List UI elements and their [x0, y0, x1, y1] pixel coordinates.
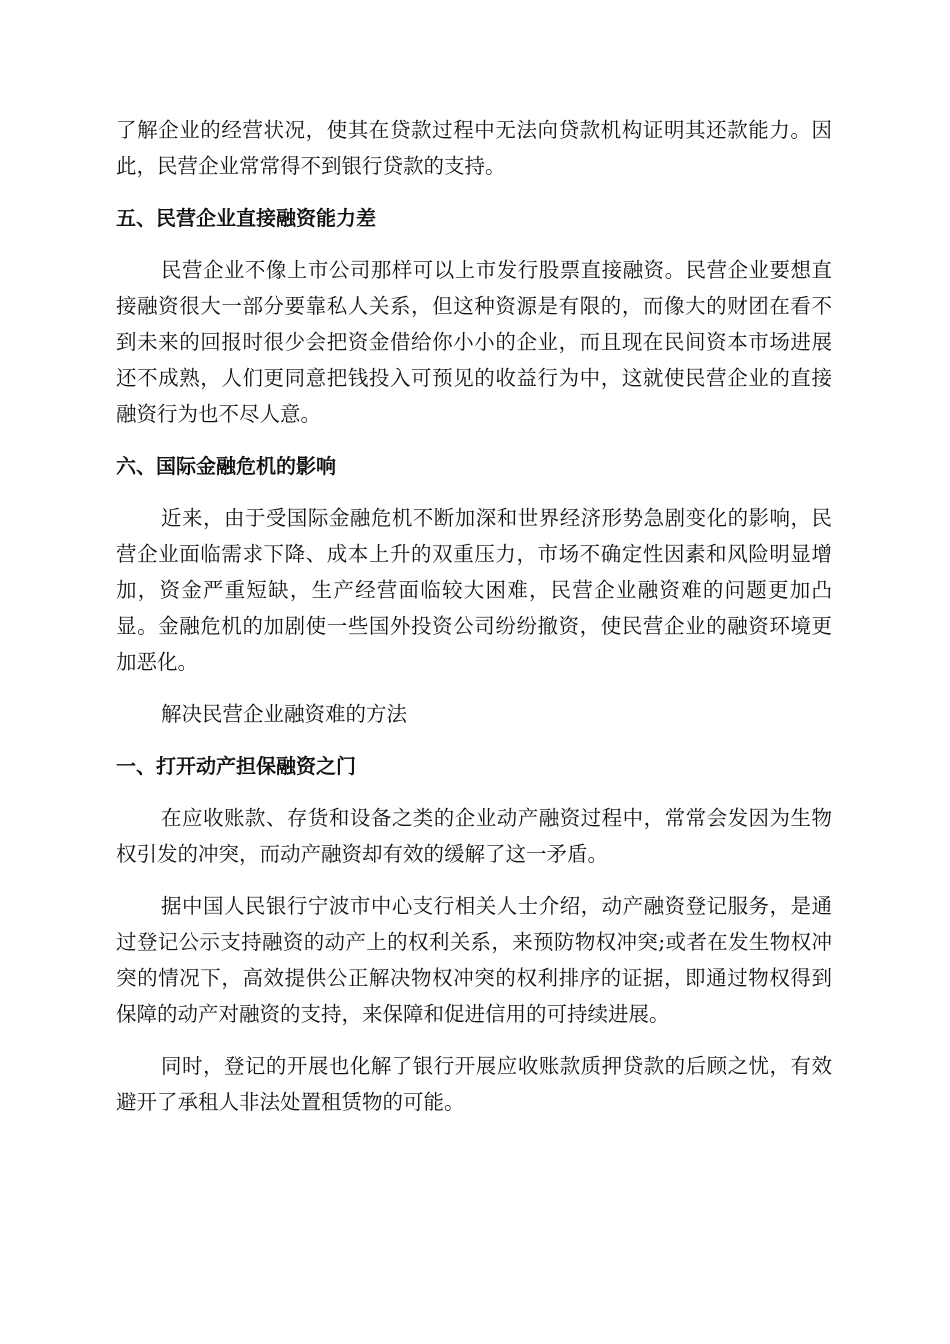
paragraph-financial-crisis: 近来，由于受国际金融危机不断加深和世界经济形势急剧变化的影响，民营企业面临需求下降、成本上升的双重压力，市场不确定性因素和风险明显增加，资金严重短缺，生产经营面临较大困难，民营企业融资难的问题更加凸显。金融危机的加剧使一些国外投资公司纷纷撤资，使民营企业的融资环境更加恶化。: [116, 506, 832, 674]
paragraph-continuation: 了解企业的经营状况，使其在贷款过程中无法向贷款机构证明其还款能力。因此，民营企业常常得不到银行贷款的支持。: [116, 118, 832, 178]
section-heading-5: 五、民营企业直接融资能力差: [116, 206, 376, 230]
paragraph-direct-financing: 民营企业不像上市公司那样可以上市发行股票直接融资。民营企业要想直接融资很大一部分要靠私人关系，但这种资源是有限的，而像大的财团在看不到未来的回报时很少会把资金借给你小小的企业，而且现在民间资本市场进展还不成熟，人们更同意把钱投入可预见的收益行为中，这就使民营企业的直接融资行为也不尽人意。: [116, 258, 832, 426]
paragraph-pboc-ningbo: 据中国人民银行宁波市中心支行相关人士介绍，动产融资登记服务，是通过登记公示支持融资的动产上的权利关系，来预防物权冲突;或者在发生物权冲突的情况下，高效提供公正解决物权冲突的权利排序的证据，即通过物权得到保障的动产对融资的支持，来保障和促进信用的可持续进展。: [116, 894, 832, 1026]
document-page: [116, 112, 832, 1136]
paragraph-movable-assets: 在应收账款、存货和设备之类的企业动产融资过程中，常常会发因为生物权引发的冲突，而动产融资却有效的缓解了这一矛盾。: [116, 806, 832, 866]
paragraph-registration: 同时，登记的开展也化解了银行开展应收账款质押贷款的后顾之忧，有效避开了承租人非法处置租赁物的可能。: [116, 1054, 832, 1114]
section-heading-6: 六、国际金融危机的影响: [116, 454, 336, 478]
paragraph-solutions-title: 解决民营企业融资难的方法: [161, 702, 407, 726]
section-heading-1: 一、打开动产担保融资之门: [116, 754, 356, 778]
